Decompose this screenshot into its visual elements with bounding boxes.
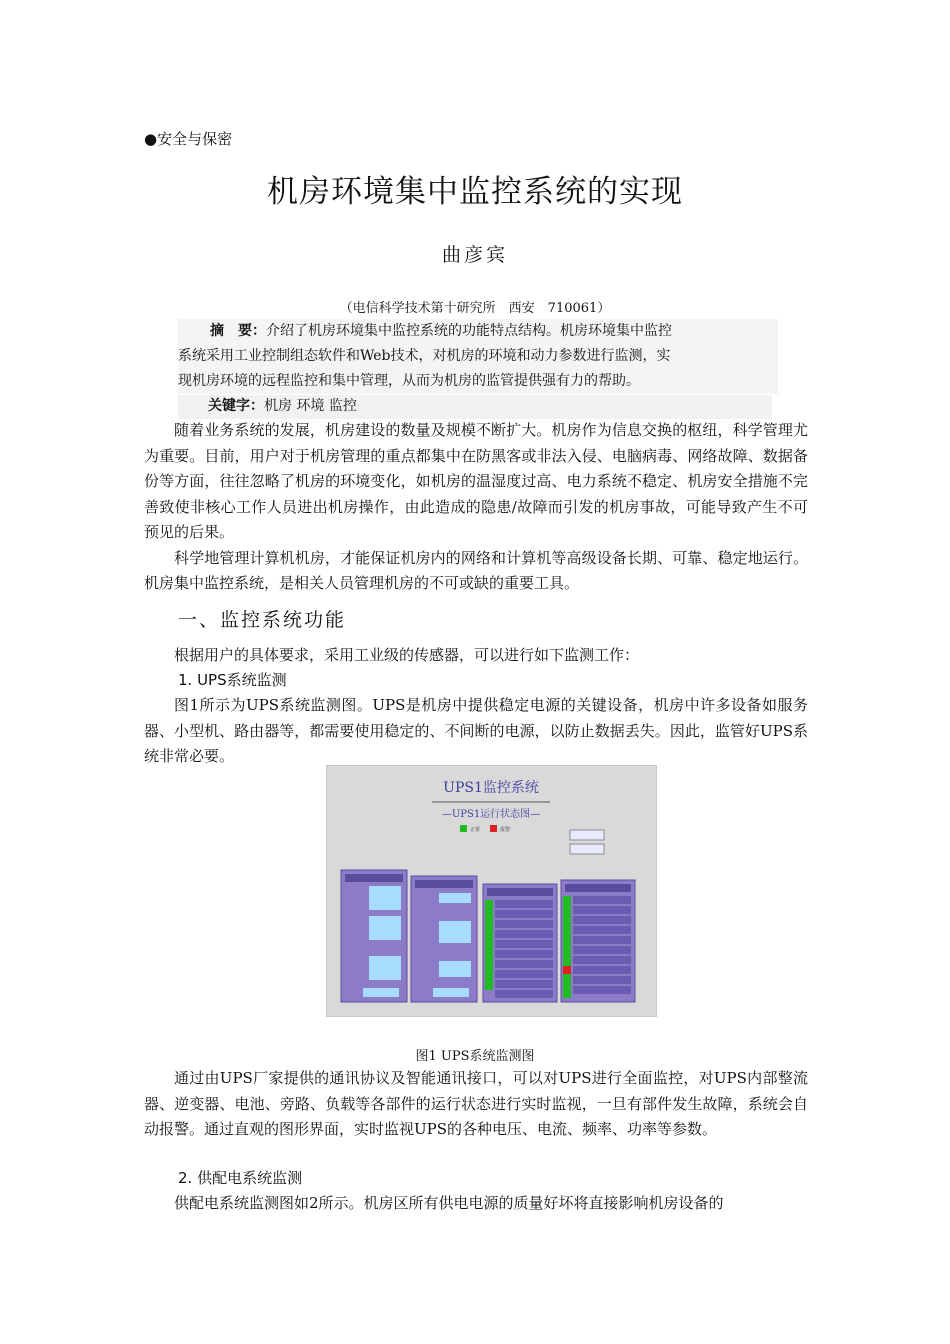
paper-title: 机房环境集中监控系统的实现 <box>267 174 683 210</box>
ups-detail-text <box>144 1066 808 1143</box>
legend-normal-label: 正常 <box>470 827 481 833</box>
abstract-line-2: 系统采用工业控制组态软件和Web技术，对机房的环境和动力参数进行监测，实 <box>178 348 671 364</box>
power-paragraph: 供配电系统监测图如2所示。机房区所有供电电源的质量好坏将直接影响机房设备的 <box>174 1194 724 1212</box>
section1-paragraph-1: 根据用户的具体要求，采用工业级的传感器，可以进行如下监测工作： <box>174 646 640 664</box>
legend-normal-swatch <box>460 825 467 832</box>
panel-status-2 <box>561 880 635 1002</box>
ups-monitor-graphic <box>327 766 656 1016</box>
intro-paragraph-1: 随着业务系统的发展，机房建设的数量及规模不断扩大。机房作为信息交换的枢纽，科学管理尤为重要。目前，用户对于机房管理的重点都集中在防黑客或非法入侵、电脑病毒、网络故障、数据备份等方面，往往忽略了机房的环境变化，如机房的温湿度过高、电力系统不稳定、机房安全措施不完善致使非核心工作人员进出机房操作，由此造成的隐患/故障而引发的机房事故，可能导致产生不可预见的后果。 <box>144 421 808 541</box>
abstract-line-3: 现机房环境的远程监控和集中管理，从而为机房的监管提供强有力的帮助。 <box>178 373 640 389</box>
author: 曲彦宾 <box>441 244 508 266</box>
figure-title: UPS1监控系统 <box>443 780 539 796</box>
power-text <box>144 1191 808 1217</box>
ups-paragraph: 图1所示为UPS系统监测图。UPS是机房中提供稳定电源的关键设备，机房中许多设备如服务器、小型机、路由器等，都需要使用稳定的、不间断的电源，以防止数据丢失。因此，监管好UPS系统非常必要。 <box>144 696 808 765</box>
keywords <box>178 395 772 419</box>
ups-detail-paragraph: 通过由UPS厂家提供的通讯协议及智能通讯接口，可以对UPS进行全面监控，对UPS内部整流器、逆变器、电池、旁路、负载等各部件的运行状态进行实时监视，一旦有部件发生故障，系统会自动报警。通过直观的图形界面，实时监视UPS的各种电压、电流、频率、功率等参数。 <box>144 1069 808 1138</box>
figure-caption: 图1 UPS系统监测图 <box>415 1049 535 1064</box>
figure-ups-monitor <box>326 765 657 1017</box>
abstract-label: 摘 要： <box>210 323 266 339</box>
panel-ups-output <box>341 870 407 1002</box>
figure-button-2 <box>570 844 604 854</box>
figure-button-1 <box>570 830 604 840</box>
legend-alarm-label: 报警 <box>500 827 511 833</box>
panel-status-1 <box>483 884 557 1002</box>
section-tag: ●安全与保密 <box>144 130 233 148</box>
keywords-text: 机房 环境 监控 <box>264 398 357 414</box>
abstract <box>178 319 778 394</box>
section1-intro <box>144 643 808 669</box>
section-heading-1: 一、监控系统功能 <box>178 609 347 631</box>
abstract-line-1: 介绍了机房环境集中监控系统的功能特点结构。机房环境集中监控 <box>266 323 672 339</box>
figure-subtitle: —UPS1运行状态图— <box>441 809 541 820</box>
intro-paragraph-2: 科学地管理计算机机房，才能保证机房内的网络和计算机等高级设备长期、可靠、稳定地运行。机房集中监控系统，是相关人员管理机房的不可或缺的重要工具。 <box>144 548 808 592</box>
keywords-label: 关键字： <box>208 398 264 414</box>
legend-alarm-swatch <box>490 825 497 832</box>
intro-text <box>144 418 808 597</box>
affiliation: （电信科学技术第十研究所 西安 710061） <box>339 301 611 316</box>
subheading-power: 2. 供配电系统监测 <box>178 1169 303 1187</box>
subheading-ups: 1. UPS系统监测 <box>178 671 287 689</box>
panel-ups-internal <box>411 876 477 1002</box>
ups-text <box>144 693 808 770</box>
